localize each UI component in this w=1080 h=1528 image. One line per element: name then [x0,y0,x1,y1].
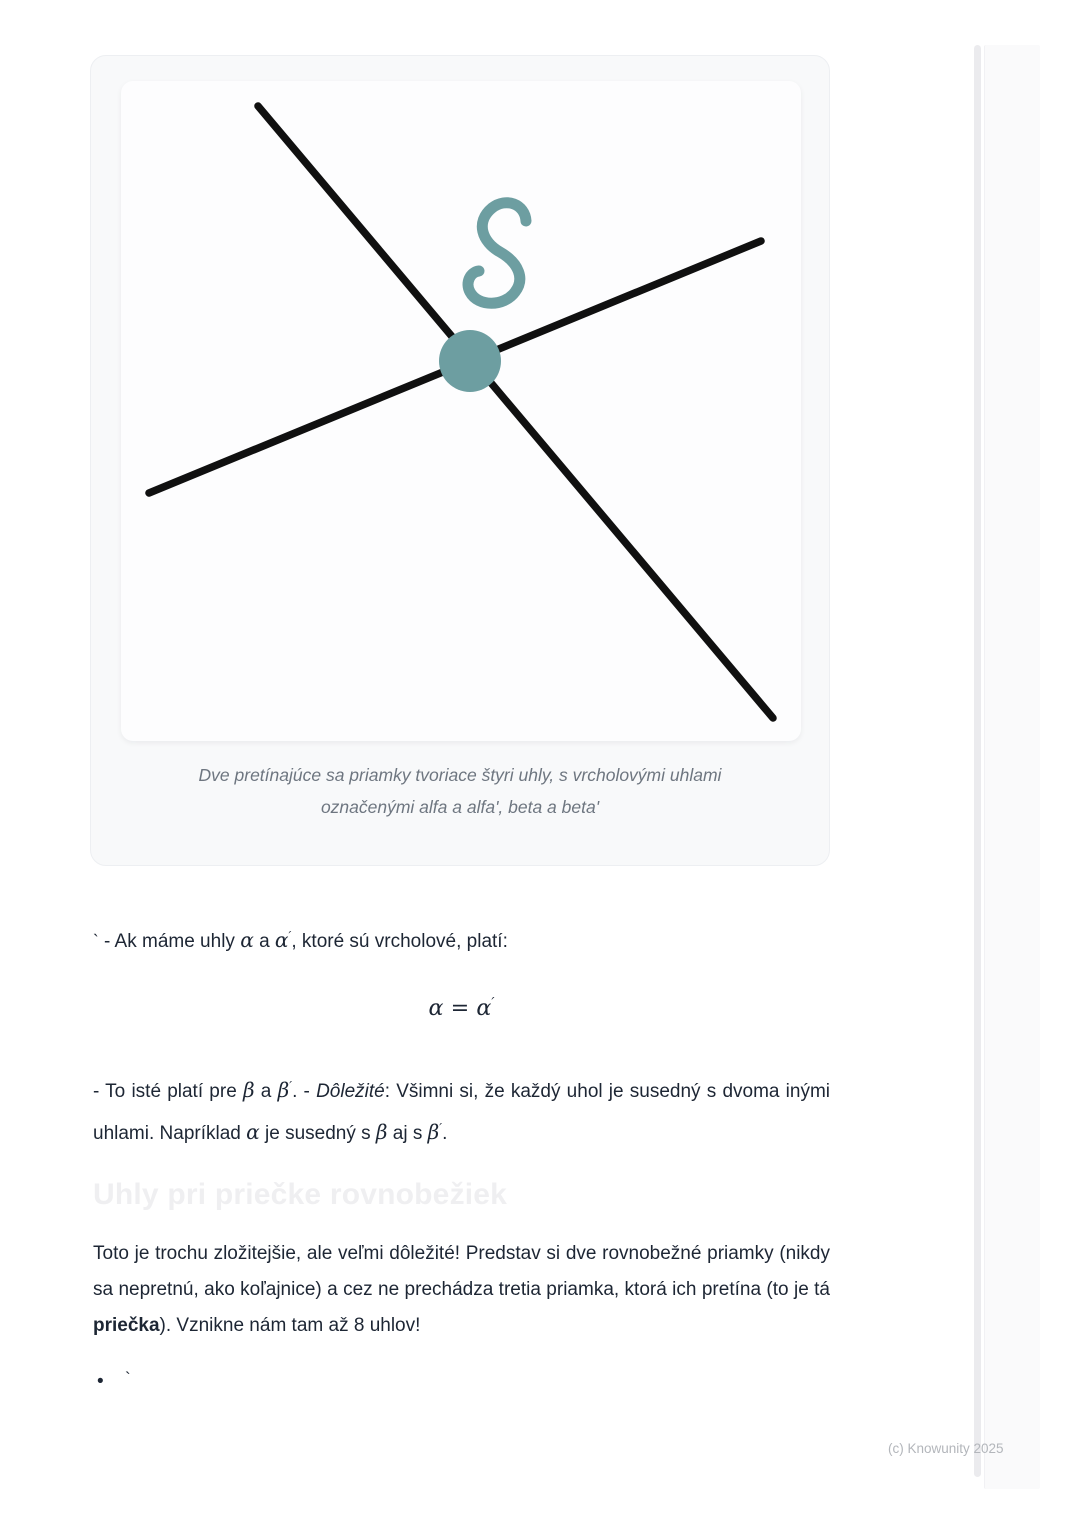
intersecting-lines-drawing [121,81,801,741]
text-run: Toto je trochu zložitejšie, ale veľmi dôležité! Predstav si dve rovnobežné priamky (nikdy sa nepretnú, ako koľajnice) a cez ne prechádza tretia priamka, ktorá ich pretína (to je tá [93,1243,830,1301]
math-alpha: α [240,927,254,952]
math-alpha2: α = α′ [428,995,495,1022]
vertical-scrollbar-thumb[interactable] [974,45,981,1477]
text-run: aj s [387,1123,428,1145]
text-run: : Všimni si, že každý uhol je susedný s dvoma inými uhlami. Napríklad [93,1081,830,1145]
text-run: a [254,1081,278,1103]
text-run: , ktoré sú vrcholové, platí: [291,930,508,952]
math-beta: β [375,1120,388,1145]
math-beta: β [242,1078,255,1103]
intersection-point-dot [439,330,501,392]
figure-card [90,55,830,866]
math-beta-prime: β′ [277,1078,293,1103]
text-run: a [253,930,275,952]
stray-backtick: ` [93,931,99,951]
paragraph-transversal-intro [93,1236,830,1344]
bullet-marker: • [97,1371,104,1393]
text-run: je susedný s [259,1123,376,1145]
list-item [93,1364,830,1400]
point-label-s [468,203,526,304]
paragraph-vertical-angles [93,918,830,960]
figure-caption [91,759,829,823]
copyright-watermark: (c) Knowunity 2025 [888,1441,1004,1456]
text-run: . - [292,1081,317,1103]
section-heading-faded: Uhly pri priečke rovnobežiek [93,1178,508,1212]
bold-priecka: priečka [93,1315,160,1337]
paragraph-adjacent-angles [93,1068,830,1152]
formula-alpha-equals-alpha-prime [93,984,830,1030]
math-alpha: α [246,1120,260,1145]
text-run: - Ak máme uhly [98,930,241,952]
figure-caption-line1: Dve pretínajúce sa priamky tvoriace štyri uhly, s vrcholovými uhlami [198,765,722,785]
emphasis-dolezite: Dôležité [316,1081,385,1103]
bullet-text: ` [125,1369,131,1389]
lesson-text [93,918,830,1400]
text-run: . [442,1123,448,1145]
line-steep [258,106,773,718]
math-alpha-prime: α′ [274,927,292,952]
next-page-edge-panel [984,45,1040,1489]
text-run: ). Vznikne nám tam až 8 uhlov! [159,1315,421,1337]
intersecting-lines-figure [121,81,801,741]
math-beta-prime: β′ [427,1120,443,1145]
figure-caption-line2: označenými alfa a alfa', beta a beta' [320,797,600,817]
text-run: - To isté platí pre [93,1081,243,1103]
